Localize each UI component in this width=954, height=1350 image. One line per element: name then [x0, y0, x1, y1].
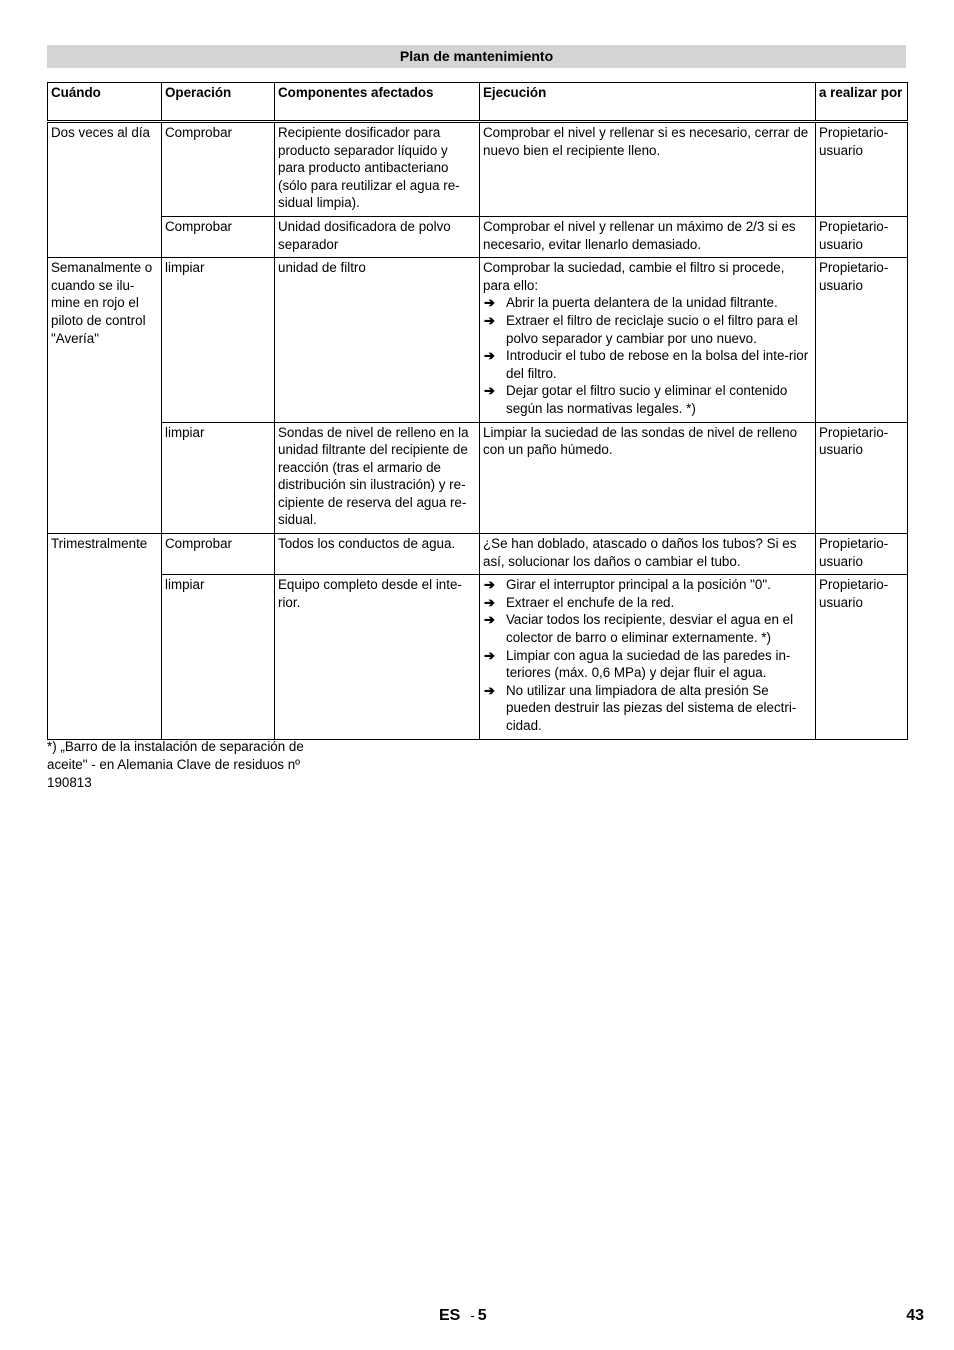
step-item [483, 682, 812, 735]
cell-components: Sondas de nivel de relleno en la unidad filtrante del recipiente de reacción (tras el armario de distribución sin ilustración) y re-cipiente de reserva del agua re-sidual. [275, 422, 480, 534]
cell-by: Propietario-usuario [816, 534, 908, 575]
footer-section-number: 5 [477, 1307, 487, 1324]
header-by: a realizar por [816, 83, 908, 122]
step-item [483, 647, 812, 682]
header-operation: Operación [162, 83, 275, 122]
cell-components: Todos los conductos de agua. [275, 534, 480, 575]
table-row [48, 216, 908, 257]
cell-by: Propietario-usuario [816, 422, 908, 534]
table-row [48, 575, 908, 739]
table-row [48, 122, 908, 217]
maintenance-table [47, 82, 908, 740]
arrow-right-icon: ➔ [484, 348, 495, 364]
arrow-right-icon: ➔ [484, 312, 495, 328]
cell-execution [480, 258, 816, 422]
step-text: Vaciar todos los recipiente, desviar el agua en el colector de barro o eliminar externamente. *) [506, 612, 794, 646]
footer-dash: - [470, 1308, 475, 1323]
footer-section [439, 1307, 487, 1325]
cell-operation: limpiar [162, 575, 275, 739]
header-when: Cuándo [48, 83, 162, 122]
table-row [48, 534, 908, 575]
step-list [483, 576, 812, 734]
cell-by: Propietario-usuario [816, 258, 908, 422]
step-text: Limpiar con agua la suciedad de las paredes in-teriores (máx. 0,6 MPa) y dejar fluir el agua. [506, 647, 791, 681]
arrow-right-icon: ➔ [484, 577, 495, 593]
cell-execution: ¿Se han doblado, atascado o daños los tubos? Si es así, solucionar los daños o cambiar el tubo. [480, 534, 816, 575]
cell-components: Unidad dosificadora de polvo separador [275, 216, 480, 257]
cell-execution [480, 575, 816, 739]
step-item [483, 312, 812, 347]
cell-execution: Comprobar el nivel y rellenar un máximo de 2/3 si es necesario, evitar llenarlo demasiado. [480, 216, 816, 257]
arrow-right-icon: ➔ [484, 647, 495, 663]
step-list [483, 294, 812, 417]
execution-intro: Comprobar la suciedad, cambie el filtro si procede, para ello: [483, 260, 785, 293]
header-execution: Ejecución [480, 83, 816, 122]
step-text: Introducir el tubo de rebose en la bolsa del inte-rior del filtro. [506, 348, 809, 381]
cell-operation: Comprobar [162, 122, 275, 217]
step-text: Extraer el enchufe de la red. [506, 594, 675, 610]
step-text: Girar el interruptor principal a la posición "0". [506, 577, 771, 593]
step-text: Dejar gotar el filtro sucio y eliminar el contenido según las normativas legales. *) [506, 383, 788, 416]
footer-language: ES [439, 1307, 461, 1324]
cell-operation: Comprobar [162, 216, 275, 257]
arrow-right-icon: ➔ [484, 383, 495, 399]
step-text: Abrir la puerta delantera de la unidad filtrante. [506, 295, 778, 311]
cell-components: unidad de filtro [275, 258, 480, 422]
cell-when: Semanalmente o cuando se ilu-mine en rojo el piloto de control "Avería" [48, 258, 162, 534]
footnote: *) „Barro de la instalación de separación de aceite" - en Alemania Clave de residuos nº 190813 [47, 739, 304, 790]
cell-when: Trimestralmente [48, 534, 162, 740]
page-number: 43 [906, 1307, 924, 1324]
step-item [483, 294, 812, 312]
step-item [483, 347, 812, 382]
arrow-right-icon: ➔ [484, 682, 495, 698]
arrow-right-icon: ➔ [484, 612, 495, 628]
cell-components: Recipiente dosificador para producto separador líquido y para producto antibacteriano (sólo para reutilizar el agua re-sidual limpia). [275, 122, 480, 217]
cell-by: Propietario-usuario [816, 216, 908, 257]
cell-execution: Comprobar el nivel y rellenar si es necesario, cerrar de nuevo bien el recipiente lleno. [480, 122, 816, 217]
step-item [483, 611, 812, 646]
section-title: Plan de mantenimiento [47, 45, 906, 68]
header-components: Componentes afectados [275, 83, 480, 122]
cell-components: Equipo completo desde el inte-rior. [275, 575, 480, 739]
step-item [483, 576, 812, 594]
step-item [483, 382, 812, 417]
cell-by: Propietario-usuario [816, 575, 908, 739]
step-text: Extraer el filtro de reciclaje sucio o el filtro para el polvo separador y cambiar por uno nuevo. [506, 312, 798, 346]
table-row [48, 258, 908, 422]
step-item [483, 594, 812, 612]
arrow-right-icon: ➔ [484, 594, 495, 610]
cell-when: Dos veces al día [48, 122, 162, 258]
cell-operation: limpiar [162, 422, 275, 534]
table-row [48, 422, 908, 534]
arrow-right-icon: ➔ [484, 295, 495, 311]
cell-by: Propietario-usuario [816, 122, 908, 217]
cell-execution: Limpiar la suciedad de las sondas de nivel de relleno con un paño húmedo. [480, 422, 816, 534]
table-header-row [48, 83, 908, 122]
step-text: No utilizar una limpiadora de alta presión Se pueden destruir las piezas del sistema de electri-cidad. [506, 682, 797, 733]
cell-operation: limpiar [162, 258, 275, 422]
cell-operation: Comprobar [162, 534, 275, 575]
